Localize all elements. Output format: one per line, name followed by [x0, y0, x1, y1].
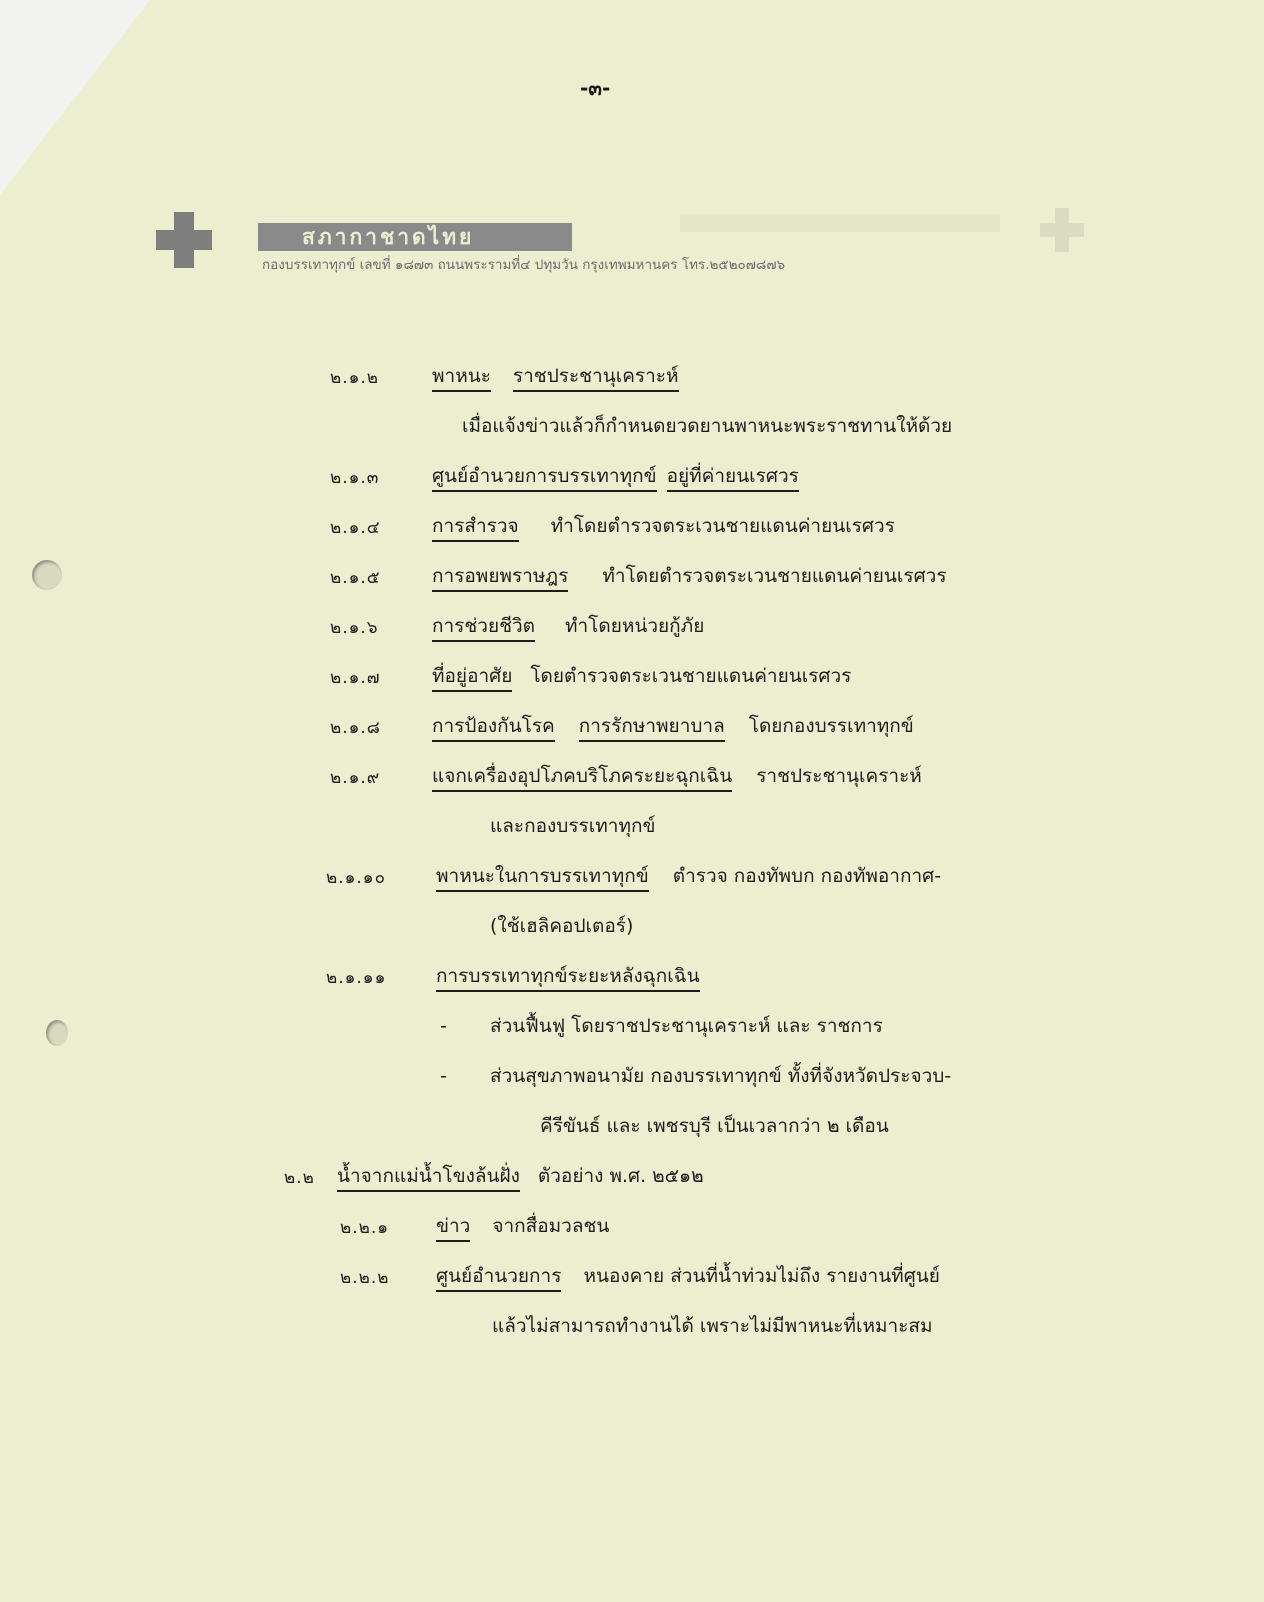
continuation-text: เมื่อแจ้งข่าวแล้วก็กำหนดยวดยานพาหนะพระราชทานให้ด้วย [462, 415, 953, 437]
item-text [432, 763, 922, 789]
item-number: ๒.๑.๖ [330, 618, 379, 638]
bullet-text: ส่วนฟื้นฟู โดยราชประชานุเคราะห์ และ ราชการ [490, 1015, 883, 1037]
item-number: ๒.๒.๑ [340, 1218, 390, 1238]
item-heading: อยู่ที่ค่ายนเรศวร [667, 465, 799, 492]
item-description: ทำโดยตำรวจตระเวนชายแดนค่ายนเรศวร [550, 515, 895, 537]
continuation-text: คีรีขันธ์ และ เพชรบุรี เป็นเวลากว่า ๒ เดือน [540, 1115, 889, 1137]
item-text [432, 563, 947, 589]
item-heading: การสำรวจ [432, 515, 519, 542]
page-number: -๓- [580, 76, 611, 100]
item-heading: ศูนย์อำนวยการบรรเทาทุกข์ [432, 465, 657, 492]
item-heading: พาหนะ [432, 365, 491, 392]
organization-name-banner: สภากาชาดไทย [258, 223, 572, 251]
item-number: ๒.๑.๑๑ [326, 968, 387, 988]
item-text [432, 363, 679, 389]
continuation-text: และกองบรรเทาทุกข์ [490, 815, 656, 837]
item-text [432, 613, 704, 639]
item-heading: ข่าว [436, 1215, 470, 1242]
item-number: ๒.๒.๒ [340, 1268, 390, 1288]
item-heading: พาหนะในการบรรเทาทุกข์ [436, 865, 649, 892]
item-heading: การอพยพราษฎร [432, 565, 568, 592]
bullet-dash: - [440, 1015, 447, 1037]
item-text [432, 463, 799, 489]
item-text [436, 863, 941, 889]
item-number: ๒.๑.๔ [330, 518, 381, 538]
item-text [432, 513, 895, 539]
item-description: ตัวอย่าง พ.ศ. ๒๕๑๒ [537, 1165, 704, 1187]
item-heading: การรักษาพยาบาล [579, 715, 725, 742]
item-heading: การบรรเทาทุกข์ระยะหลังฉุกเฉิน [436, 965, 700, 992]
item-number: ๒.๑.๒ [330, 368, 380, 388]
item-text [337, 1163, 704, 1189]
item-heading: แจกเครื่องอุปโภคบริโภคระยะฉุกเฉิน [432, 765, 732, 792]
item-text [436, 1263, 940, 1289]
bullet-dash: - [440, 1065, 447, 1087]
bleed-through-banner [680, 214, 1000, 232]
item-heading: น้ำจากแม่น้ำโขงล้นฝั่ง [337, 1165, 520, 1192]
item-description: หนองคาย ส่วนที่น้ำท่วมไม่ถึง รายงานที่ศูนย์ [583, 1265, 940, 1287]
organization-address: กองบรรเทาทุกข์ เลขที่ ๑๘๗๓ ถนนพระรามที่๔ ปทุมวัน กรุงเทพมหานคร โทร.๒๕๒๐๗๘๗๖ [262, 257, 786, 273]
item-description: ทำโดยหน่วยกู้ภัย [564, 615, 705, 637]
item-description: โดยตำรวจตระเวนชายแดนค่ายนเรศวร [530, 665, 852, 687]
item-number: ๒.๑.๕ [330, 568, 381, 588]
item-number: ๒.๑.๗ [330, 668, 381, 688]
item-heading: ศูนย์อำนวยการ [436, 1265, 561, 1292]
item-description: โดยกองบรรเทาทุกข์ [748, 715, 914, 737]
item-heading: ที่อยู่อาศัย [432, 665, 512, 692]
item-heading: ราชประชานุเคราะห์ [513, 365, 679, 392]
continuation-text: แล้วไม่สามารถทำงานได้ เพราะไม่มีพาหนะที่เหมาะสม [492, 1315, 933, 1337]
punch-hole-top [32, 560, 62, 590]
item-number: ๒.๑.๘ [330, 718, 381, 738]
item-description: จากสื่อมวลชน [492, 1215, 610, 1237]
item-number: ๒.๑.๑๐ [326, 868, 386, 888]
item-heading: การช่วยชีวิต [432, 615, 535, 642]
item-description: ราชประชานุเคราะห์ [756, 765, 922, 787]
item-description: ทำโดยตำรวจตระเวนชายแดนค่ายนเรศวร [602, 565, 947, 587]
red-cross-logo-icon [156, 212, 212, 268]
item-description: ตำรวจ กองทัพบก กองทัพอากาศ- [672, 865, 942, 887]
bleed-through-cross [1040, 208, 1084, 252]
item-heading: การป้องกันโรค [432, 715, 555, 742]
item-text [436, 1213, 609, 1239]
punch-hole-bottom [46, 1020, 68, 1046]
item-text [432, 713, 914, 739]
item-number: ๒.๑.๓ [330, 468, 380, 488]
item-number: ๒.๒ [284, 1168, 315, 1188]
item-text [432, 663, 851, 689]
continuation-text: (ใช้เฮลิคอปเตอร์) [490, 915, 634, 937]
item-number: ๒.๑.๙ [330, 768, 381, 788]
item-text [436, 963, 700, 989]
bullet-text: ส่วนสุขภาพอนามัย กองบรรเทาทุกข์ ทั้งที่จังหวัดประจวบ- [490, 1065, 952, 1087]
